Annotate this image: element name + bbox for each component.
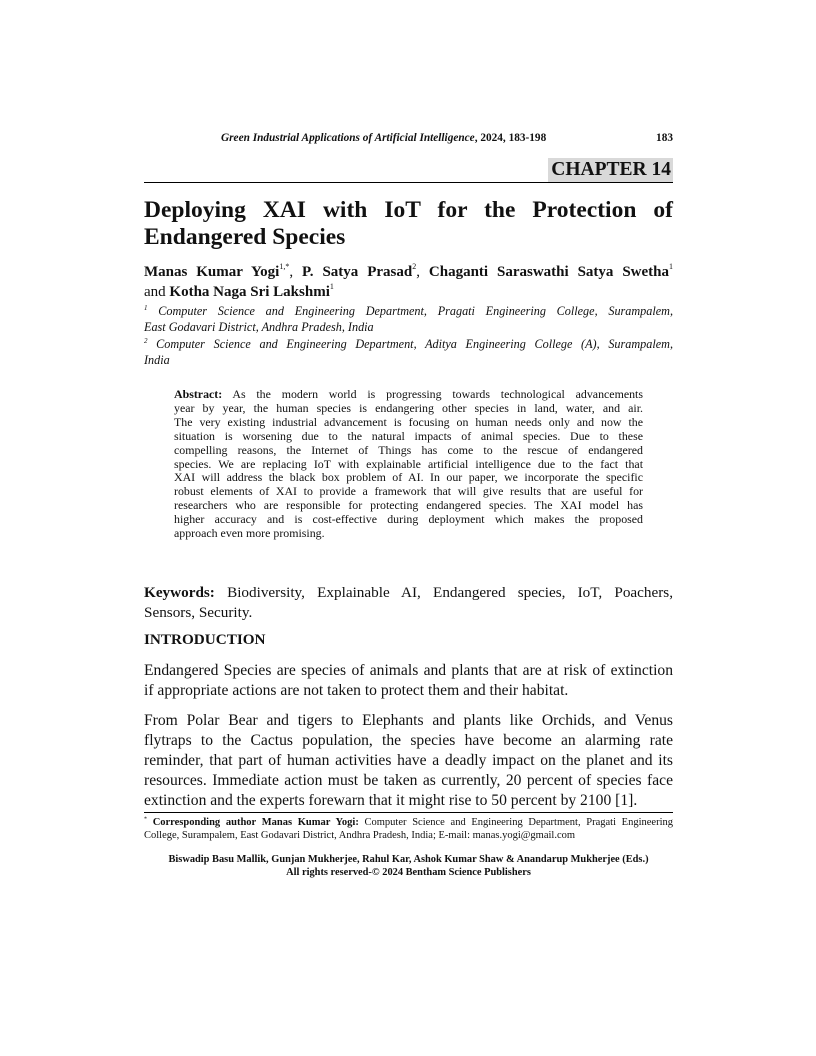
journal-citation: Green Industrial Applications of Artificial Intelligence, 2024, 183-198 (221, 132, 547, 144)
title-line-1: Deploying XAI with IoT for the Protection of (144, 197, 673, 223)
author-list (144, 262, 673, 302)
abstract: Abstract: As the modern world is progressing towards technological advancements year by year, the human species is endangering other species in land, water, and air. The very existing industrial advancement is focusing on human needs only and now the situation is worsening due to the natural impacts of animal species. Due to these compelling reasons, the Internet of Things has come to the rescue of endangered species. We are replacing IoT with explainable artificial intelligence due to the fact that XAI will address the black box problem of AI. In our paper, we incorporate the specific robust elements of XAI to provide a framework that will give results that are useful for researchers who are responsible for protecting endangered species. The XAI model has higher accuracy and is cost-effective during deployment which makes the proposed approach even more promising. (174, 387, 643, 541)
chapter-title (144, 197, 673, 251)
section-heading: INTRODUCTION (144, 631, 266, 648)
title-line-2: Endangered Species (144, 224, 346, 250)
affiliation-1: $^1$ Computer Science and Engineering Department, Pragati Engineering College, Surampalem, East Godavari District, Andhra Pradesh, India (144, 303, 674, 334)
authors-line-1: Manas Kumar Yogi$^{1,*}$, P. Satya Prasad$^2$, Chaganti Saraswathi Satya Swetha$^1$ (144, 262, 673, 280)
paragraph-1: Endangered Species are species of animals and plants that are at risk of extinction if appropriate actions are not taken to protect them and their habitat. (144, 662, 673, 700)
header-rule (144, 182, 673, 183)
chapter-label: CHAPTER 14 (548, 158, 673, 183)
authors-line-2: and Kotha Naga Sri Lakshmi$^1$ (144, 282, 334, 300)
footnote-rule (144, 812, 673, 813)
keywords-label: Keywords: (144, 584, 215, 601)
page-number: 183 (656, 132, 673, 144)
editors-line: Biswadip Basu Mallik, Gunjan Mukherjee, Rahul Kar, Ashok Kumar Shaw & Anandarup Mukherjee (Eds.) (168, 854, 649, 865)
affiliation-2: $^2$ Computer Science and Engineering Department, Aditya Engineering College (A), Surampalem, India (144, 336, 673, 367)
copyright-line: All rights reserved-© 2024 Bentham Science Publishers (286, 867, 531, 878)
keywords: Keywords: Biodiversity, Explainable AI, Endangered species, IoT, Poachers, Sensors, Security. (144, 584, 673, 621)
editors-credit (144, 853, 673, 879)
paragraph-2: From Polar Bear and tigers to Elephants and plants like Orchids, and Venus flytraps to the Cactus population, the species have become an alarming rate reminder, that part of human activities have a deadly impact on the planet and its resources. Immediate action must be taken as currently, 20 percent of species face extinction and the experts forewarn that it might rise to 50 percent by 2100 [1]. (144, 712, 673, 810)
abstract-label: Abstract: (174, 387, 223, 401)
footnote: * Corresponding author Manas Kumar Yogi: Computer Science and Engineering Department, Pragati Engineering College, Surampalem, East Godavari District, Andhra Pradesh, India; E-mail: manas.yogi@gmail.com (144, 816, 673, 841)
